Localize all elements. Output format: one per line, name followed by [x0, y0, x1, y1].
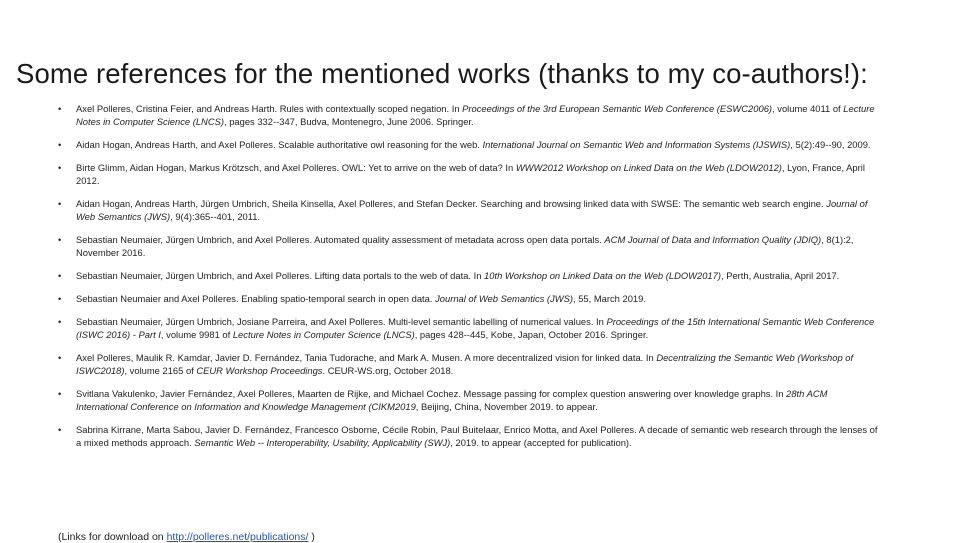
reference-text: , 8(1):2, November 2016.	[76, 234, 854, 258]
reference-text: , volume 4011 of	[772, 103, 844, 114]
reference-list	[58, 102, 880, 449]
reference-item	[58, 315, 880, 341]
bullet-icon: •	[58, 388, 62, 399]
slide-title: Some references for the mentioned works (thanks to my co-authors!):	[16, 58, 868, 89]
reference-venue: ACM Journal of Data and Information Quality (JDIQ)	[604, 234, 822, 245]
reference-venue: Proceedings of the 15th International Semantic Web Conference (ISWC 2016) - Part I	[76, 316, 875, 340]
reference-item	[58, 387, 880, 413]
reference-text: , Beijing, China, November 2019. to appear.	[415, 401, 598, 412]
reference-venue: Journal of Web Semantics (JWS)	[76, 198, 868, 222]
reference-venue: WWW2012 Workshop on Linked Data on the Web (LDOW2012)	[515, 162, 782, 173]
reference-text: Svitlana Vakulenko, Javier Fernández, Axel Polleres, Maarten de Rijke, and Michael Cochez. Message passing for complex question answering over knowledge graphs. In	[76, 388, 787, 399]
reference-venue: 10th Workshop on Linked Data on the Web (LDOW2017)	[484, 270, 721, 281]
reference-text: Aidan Hogan, Andreas Harth, and Axel Polleres. Scalable authoritative owl reasoning for the web.	[76, 139, 483, 150]
footer-prefix: (Links for download on	[58, 531, 167, 543]
bullet-icon: •	[58, 139, 62, 150]
reference-text: Axel Polleres, Maulik R. Kamdar, Javier D. Fernández, Tania Tudorache, and Mark A. Musen. A more decentralized vision for linked data. In	[76, 352, 657, 363]
reference-venue: 28th ACM International Conference on Information and Knowledge Management (CIKM2019	[76, 388, 828, 412]
reference-text: . CEUR-WS.org, October 2018.	[322, 365, 454, 376]
reference-text: Aidan Hogan, Andreas Harth, Jürgen Umbrich, Sheila Kinsella, Axel Polleres, and Stefan Decker. Searching and browsing linked data with SWSE: The semantic web search engine.	[76, 198, 827, 209]
reference-venue: Semantic Web -- Interoperability, Usability, Applicability (SWJ)	[194, 437, 451, 448]
reference-text: Birte Glimm, Aidan Hogan, Markus Krötzsch, and Axel Polleres. OWL: Yet to arrive on the web of data? In	[76, 162, 516, 173]
reference-text: Sebastian Neumaier, Jürgen Umbrich, and Axel Polleres. Lifting data portals to the web of data. In	[76, 270, 485, 281]
reference-venue: Journal of Web Semantics (JWS)	[435, 293, 573, 304]
publications-link[interactable]: http://polleres.net/publications/	[166, 531, 309, 543]
reference-text: , 55, March 2019.	[572, 293, 646, 304]
reference-venue: CEUR Workshop Proceedings	[196, 365, 323, 376]
reference-text: Sebastian Neumaier, Jürgen Umbrich, Josiane Parreira, and Axel Polleres. Multi-level semantic labelling of numerical values. In	[76, 316, 607, 327]
footer-suffix: )	[308, 531, 315, 543]
reference-text: , 2019. to appear (accepted for publication).	[450, 437, 632, 448]
reference-item	[58, 292, 880, 305]
reference-text: Sebastian Neumaier, Jürgen Umbrich, and Axel Polleres. Automated quality assessment of metadata across open data portals.	[76, 234, 605, 245]
bullet-icon: •	[58, 352, 62, 363]
reference-text: , 5(2):49--90, 2009.	[790, 139, 871, 150]
reference-text: Sabrina Kirrane, Marta Sabou, Javier D. Fernández, Francesco Osborne, Cécile Robin, Paul Buitelaar, Enrico Motta, and Axel Polleres. A decade of semantic web research through the lenses of a mixed methods approach.	[76, 424, 878, 448]
bullet-icon: •	[58, 293, 62, 304]
reference-item	[58, 351, 880, 377]
reference-text: , Perth, Australia, April 2017.	[720, 270, 840, 281]
reference-venue: Lecture Notes in Computer Science (LNCS)	[232, 329, 415, 340]
reference-item	[58, 102, 880, 128]
reference-text: Sebastian Neumaier and Axel Polleres. Enabling spatio-temporal search in open data.	[76, 293, 436, 304]
reference-item	[58, 269, 880, 282]
reference-text: , pages 332--347, Budva, Montenegro, June 2006. Springer.	[223, 116, 474, 127]
bullet-icon: •	[58, 198, 62, 209]
reference-text: , volume 9981 of	[160, 329, 233, 340]
reference-venue: Decentralizing the Semantic Web (Workshop of ISWC2018)	[76, 352, 854, 376]
reference-item	[58, 138, 880, 151]
reference-item	[58, 161, 880, 187]
bullet-icon: •	[58, 270, 62, 281]
reference-text: , pages 428--445, Kobe, Japan, October 2016. Springer.	[414, 329, 649, 340]
reference-text: , 9(4):365--401, 2011.	[170, 211, 261, 222]
bullet-icon: •	[58, 103, 62, 114]
reference-venue: International Journal on Semantic Web and Information Systems (IJSWIS)	[482, 139, 791, 150]
reference-text: , Lyon, France, April 2012.	[76, 162, 865, 186]
bullet-icon: •	[58, 234, 62, 245]
reference-item	[58, 233, 880, 259]
bullet-icon: •	[58, 162, 62, 173]
reference-venue: Proceedings of the 3rd European Semantic Web Conference (ESWC2006)	[462, 103, 773, 114]
reference-text: Axel Polleres, Cristina Feier, and Andreas Harth. Rules with contextually scoped negation. In	[76, 103, 463, 114]
reference-venue: Lecture Notes in Computer Science (LNCS)	[76, 103, 875, 127]
footer-note	[58, 531, 315, 543]
bullet-icon: •	[58, 424, 62, 435]
reference-text: , volume 2165 of	[124, 365, 197, 376]
bullet-icon: •	[58, 316, 62, 327]
reference-item	[58, 197, 880, 223]
reference-item	[58, 423, 880, 449]
